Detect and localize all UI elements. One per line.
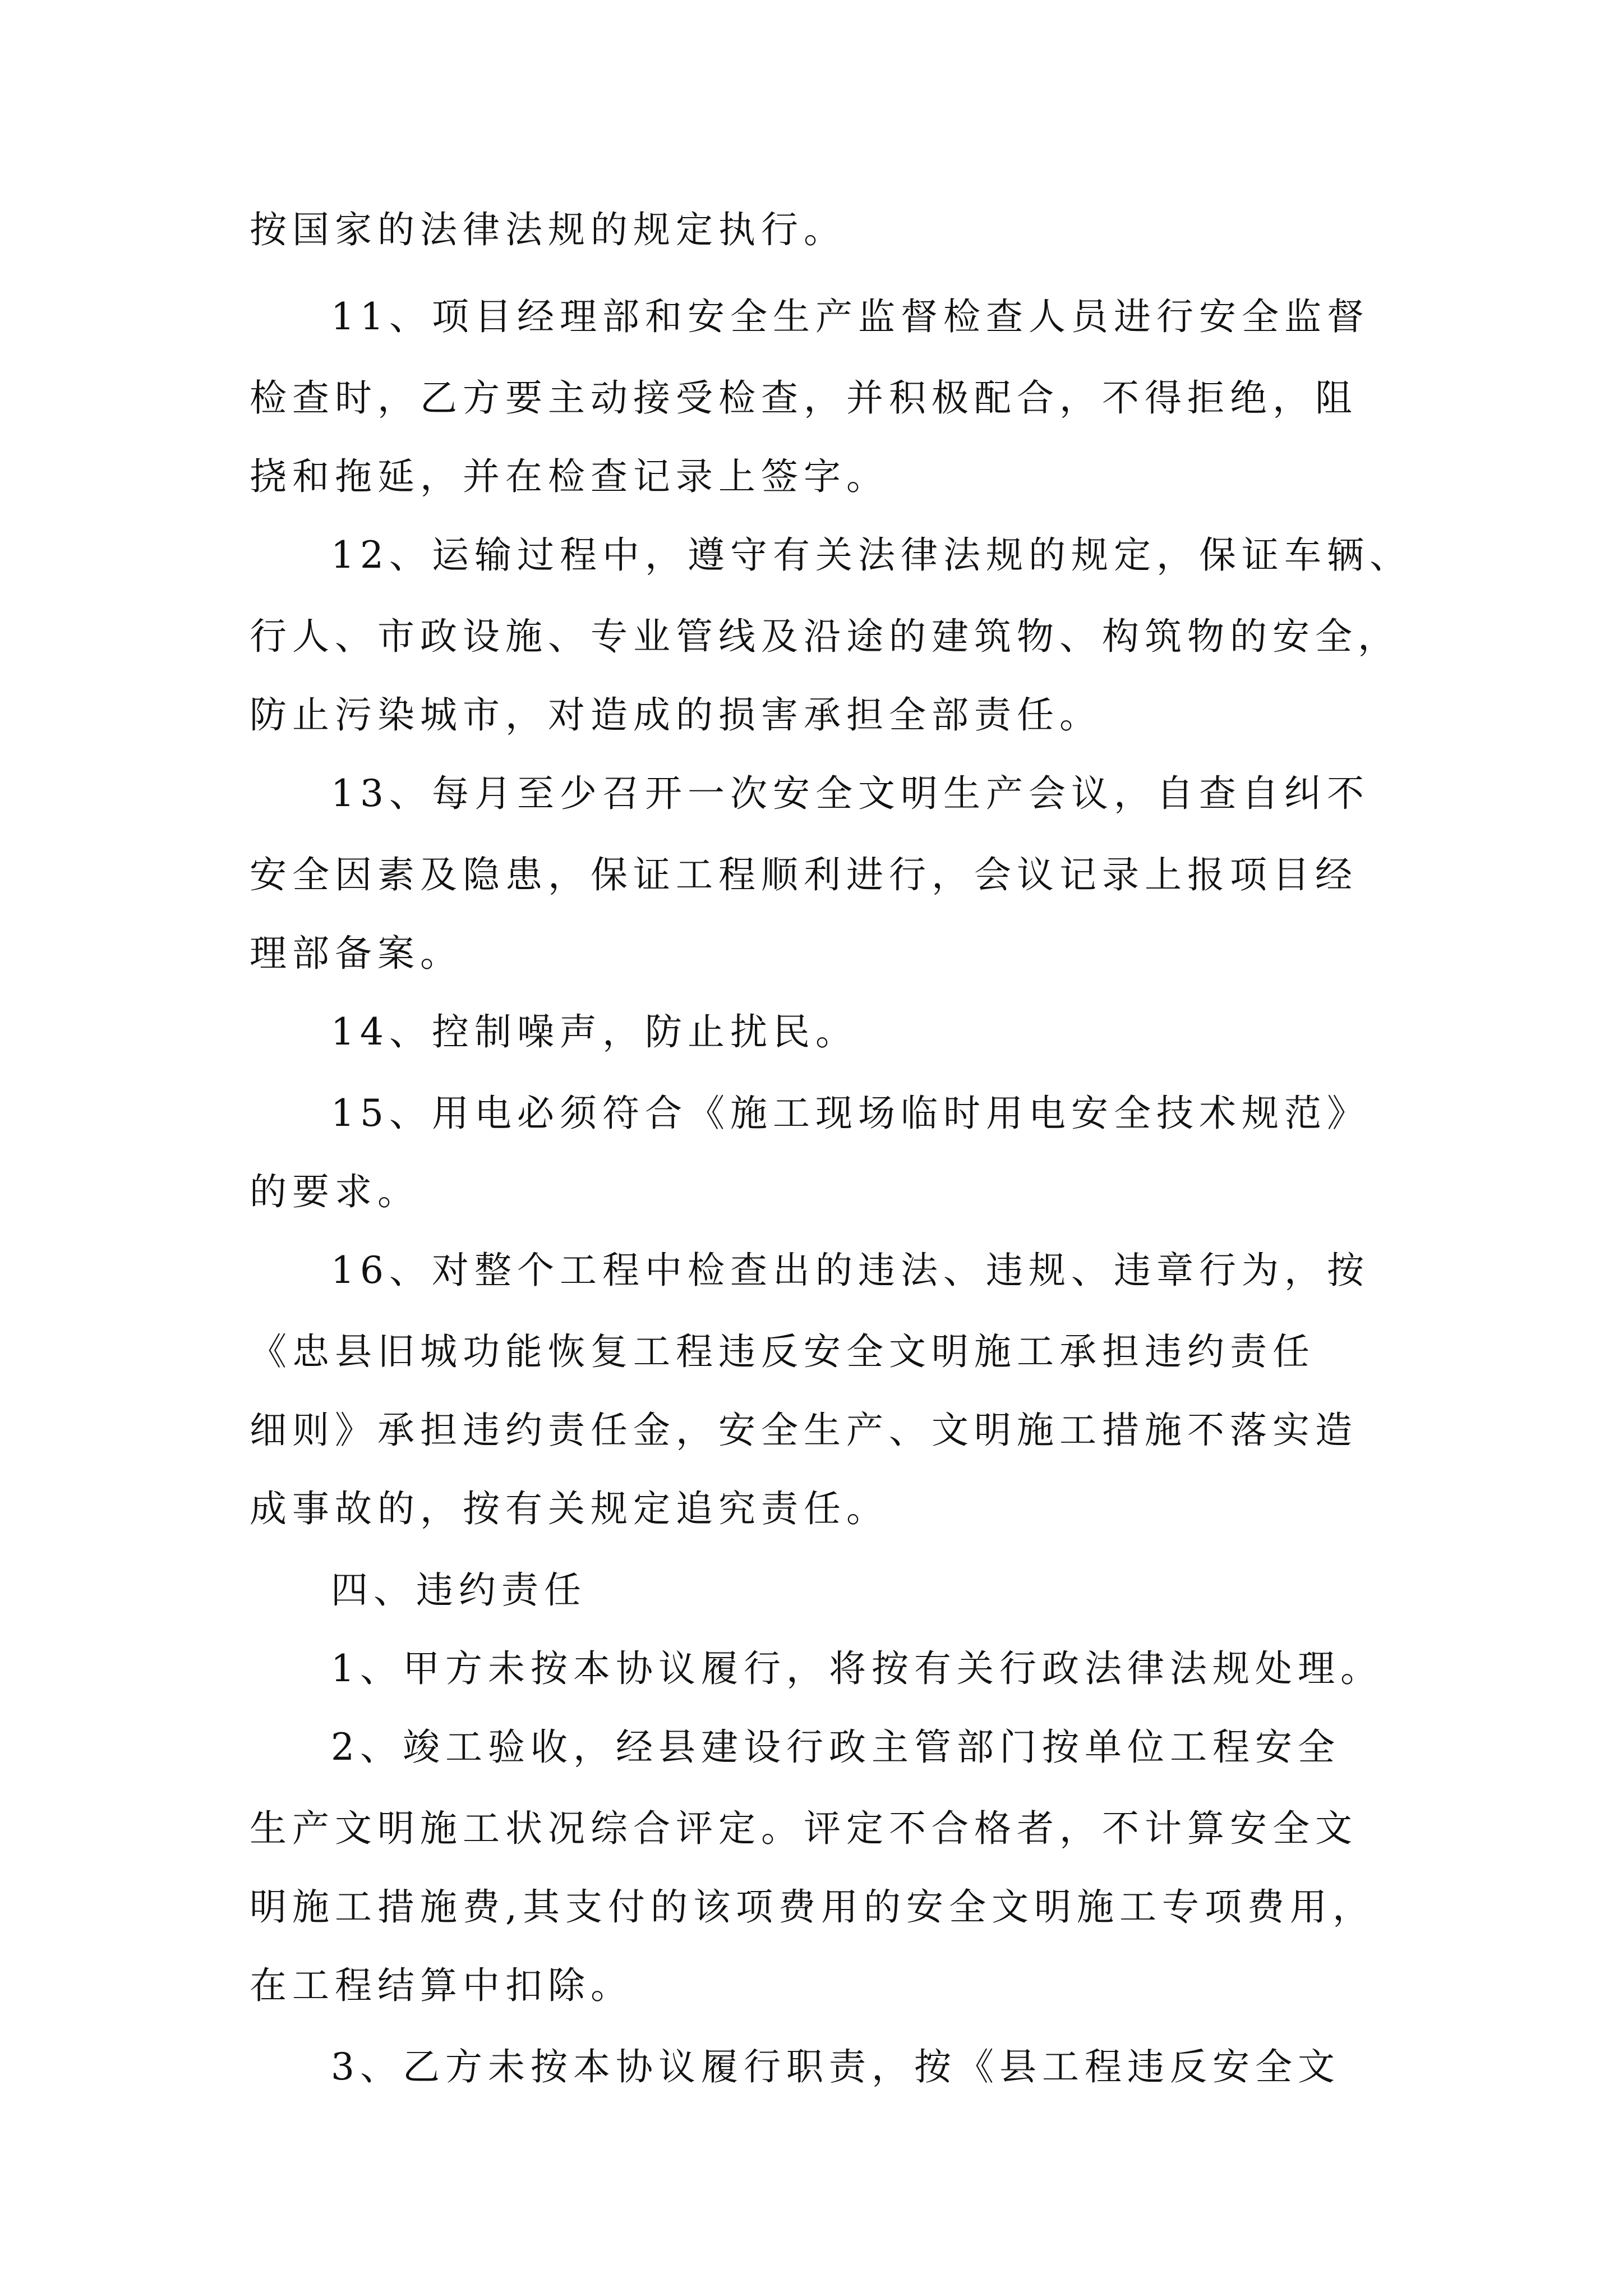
text-line: 16、对整个工程中检查出的违法、违规、违章行为，按: [331, 1249, 1370, 1292]
text-line: 细则》承担违约责任金，安全生产、文明施工措施不落实造: [250, 1409, 1358, 1452]
text-line: 防止污染城市，对造成的损害承担全部责任。: [250, 693, 1102, 737]
text-line: 检查时，乙方要主动接受检查，并积极配合，不得拒绝，阻: [250, 376, 1358, 420]
text-line: 安全因素及隐患，保证工程顺利进行，会议记录上报项目经: [250, 853, 1358, 896]
text-line: 13、每月至少召开一次安全文明生产会议，自查自纠不: [331, 772, 1370, 815]
text-line: 12、运输过程中，遵守有关法律法规的规定，保证车辆、: [331, 533, 1412, 577]
text-line: 在工程结算中扣除。: [250, 1964, 633, 2007]
text-line: 成事故的，按有关规定追究责任。: [250, 1487, 889, 1530]
text-line: 行人、市政设施、专业管线及沿途的建筑物、构筑物的安全，: [250, 615, 1400, 658]
text-line: 明施工措施费,其支付的该项费用的安全文明施工专项费用，: [250, 1885, 1375, 1929]
text-line: 挠和拖延，并在检查记录上签字。: [250, 455, 889, 498]
text-line: 11、项目经理部和安全生产监督检查人员进行安全监督: [331, 295, 1370, 338]
text-line: 2、竣工验收，经县建设行政主管部门按单位工程安全: [331, 1726, 1340, 1769]
text-line: 14、控制噪声，防止扰民。: [331, 1010, 858, 1053]
text-line: 理部备案。: [250, 932, 463, 975]
text-line: 《忠县旧城功能恢复工程违反安全文明施工承担违约责任: [250, 1330, 1315, 1373]
text-line: 的要求。: [250, 1170, 420, 1213]
text-line: 生产文明施工状况综合评定。评定不合格者，不计算安全文: [250, 1807, 1358, 1850]
section-heading: 四、违约责任: [331, 1568, 587, 1612]
text-line: 15、用电必须符合《施工现场临时用电安全技术规范》: [331, 1092, 1370, 1135]
text-line: 1、甲方未按本协议履行，将按有关行政法律法规处理。: [331, 1647, 1383, 1690]
text-line: 按国家的法律法规的规定执行。: [250, 208, 846, 251]
text-line: 3、乙方未按本协议履行职责，按《县工程违反安全文: [331, 2045, 1340, 2088]
